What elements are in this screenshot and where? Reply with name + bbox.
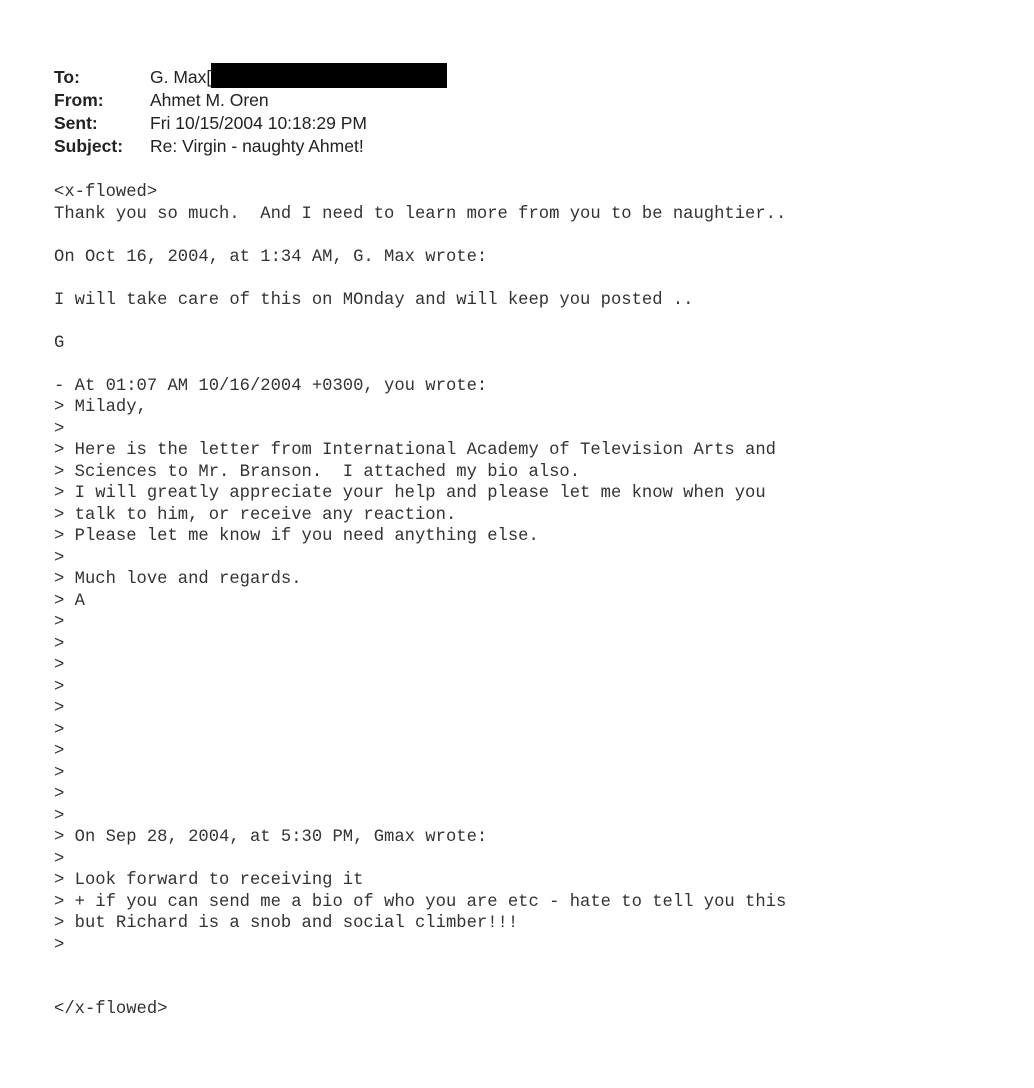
body-line: > Sciences to Mr. Branson. I attached my bio also. [54, 462, 581, 482]
body-line [54, 225, 786, 247]
body-line [54, 978, 786, 1000]
body-line: > [54, 785, 65, 804]
body-line: > [54, 613, 65, 632]
body-line: > On Sep 28, 2004, at 5:30 PM, Gmax wrote: [54, 828, 488, 847]
header-value-subject: Re: Virgin - naughty Ahmet! [150, 136, 364, 156]
body-line: > [54, 656, 65, 675]
email-body [54, 182, 786, 1021]
body-line: - At 01:07 AM 10/16/2004 +0300, you wrote: [54, 376, 488, 396]
body-line: <x-flowed> [54, 183, 158, 202]
body-line: > [54, 935, 65, 955]
body-line: > [54, 634, 65, 654]
body-line: > [54, 742, 65, 761]
body-line: Thank you so much. And I need to learn more from you to be naughtier.. [54, 204, 787, 224]
body-line: > [54, 849, 65, 869]
body-line: > Here is the letter from International Academy of Television Arts and [54, 441, 776, 460]
body-line: > Milady, [54, 398, 147, 417]
body-line [54, 268, 786, 290]
body-line: > Much love and regards. [54, 570, 302, 589]
body-line: On Oct 16, 2004, at 1:34 AM, G. Max wrote: [54, 247, 488, 267]
body-line: G [54, 333, 65, 353]
body-line: > [54, 806, 65, 826]
header-value-to: G. Max[ [150, 67, 212, 87]
body-line: > [54, 720, 65, 740]
header-from-row [54, 89, 447, 112]
header-to-row [54, 66, 447, 89]
body-line: > I will greatly appreciate your help and please let me know when you [54, 484, 766, 503]
body-line: > [54, 419, 65, 439]
body-line: > A [54, 591, 85, 611]
body-line: > [54, 699, 65, 718]
body-line [54, 354, 786, 376]
body-line: > talk to him, or receive any reaction. [54, 505, 457, 525]
header-value-from: Ahmet M. Oren [150, 90, 269, 110]
body-line: > Look forward to receiving it [54, 871, 364, 890]
body-line: </x-flowed> [54, 1000, 168, 1019]
body-line [54, 311, 786, 333]
header-label-sent: Sent: [54, 113, 98, 133]
header-value-sent: Fri 10/15/2004 10:18:29 PM [150, 113, 367, 133]
header-label-to: To: [54, 67, 80, 87]
body-line: > [54, 548, 65, 568]
body-line: > [54, 677, 65, 697]
header-subject-row [54, 135, 447, 158]
body-line [54, 956, 786, 978]
body-line: > + if you can send me a bio of who you are etc - hate to tell you this [54, 892, 787, 912]
body-line: > Please let me know if you need anything else. [54, 527, 539, 546]
redaction-box [211, 63, 447, 88]
email-header [54, 66, 447, 158]
body-line: > [54, 763, 65, 783]
body-line: I will take care of this on MOnday and will keep you posted .. [54, 290, 694, 310]
header-label-from: From: [54, 90, 104, 110]
header-sent-row [54, 112, 447, 135]
header-label-subject: Subject: [54, 136, 124, 156]
body-line: > but Richard is a snob and social climber!!! [54, 914, 519, 933]
